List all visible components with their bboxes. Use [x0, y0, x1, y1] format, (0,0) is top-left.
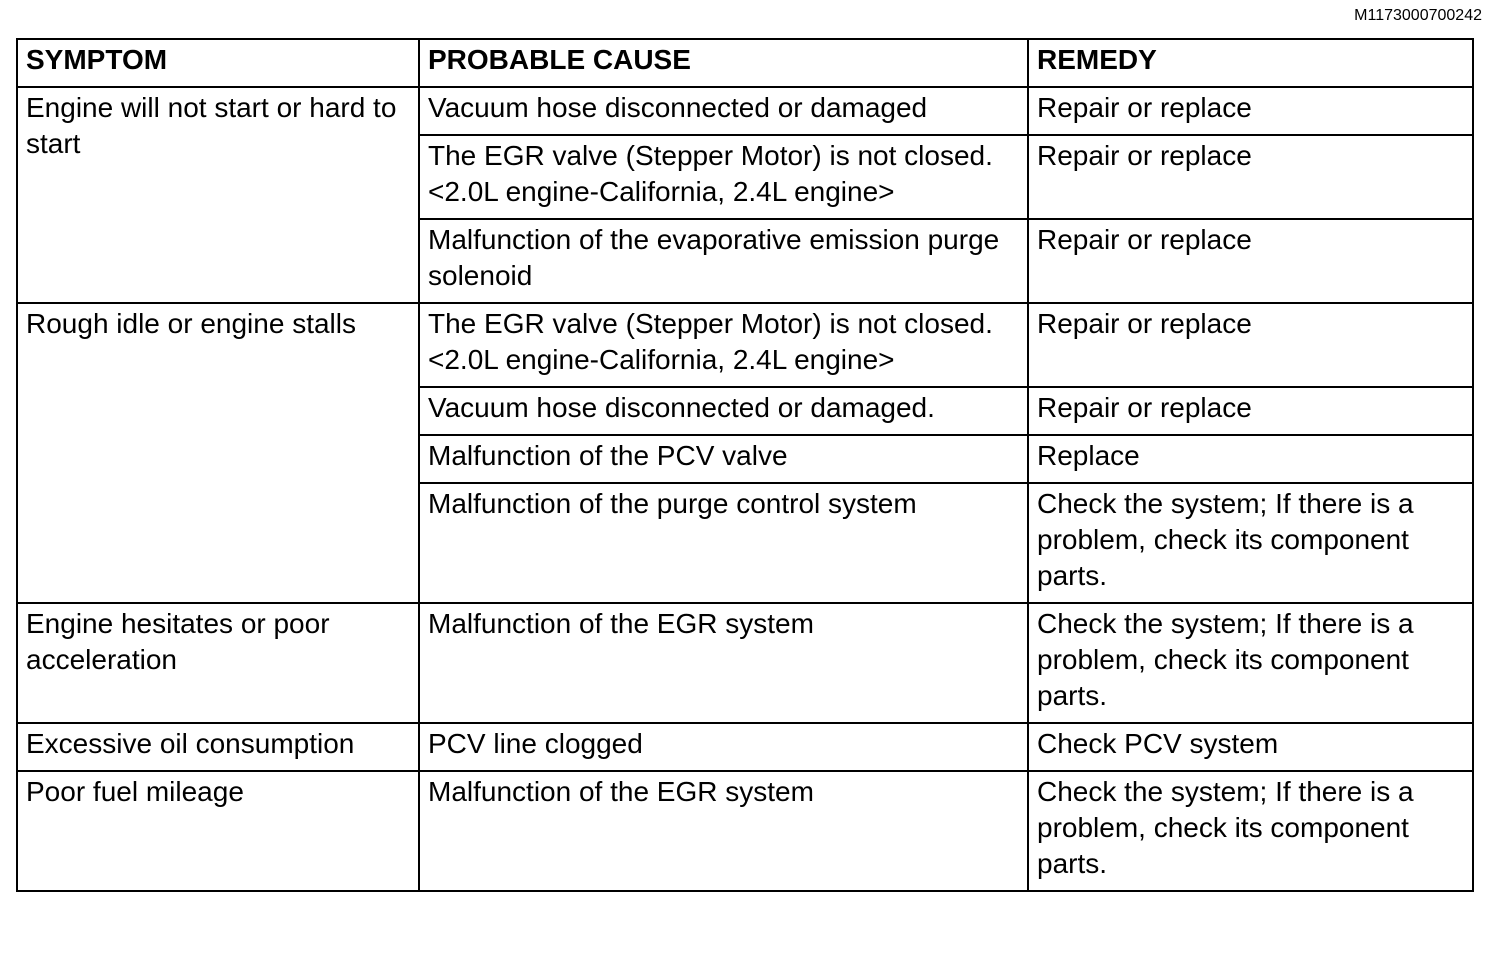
remedy-cell: Check the system; If there is a problem, check its component parts.: [1028, 603, 1473, 723]
symptom-cell: Rough idle or engine stalls: [17, 303, 419, 603]
symptom-cell: Engine hesitates or poor acceleration: [17, 603, 419, 723]
remedy-cell: Check PCV system: [1028, 723, 1473, 771]
cause-cell: The EGR valve (Stepper Motor) is not closed. <2.0L engine-California, 2.4L engine>: [419, 303, 1028, 387]
table-row: [17, 723, 1473, 771]
header-probable-cause: PROBABLE CAUSE: [419, 39, 1028, 87]
header-row: [17, 39, 1473, 87]
cause-cell: Malfunction of the evaporative emission purge solenoid: [419, 219, 1028, 303]
remedy-cell: Repair or replace: [1028, 87, 1473, 135]
table-row: [17, 87, 1473, 135]
cause-cell: Malfunction of the PCV valve: [419, 435, 1028, 483]
remedy-cell: Repair or replace: [1028, 219, 1473, 303]
troubleshooting-table: [16, 38, 1474, 892]
document-id: M1173000700242: [1354, 7, 1482, 24]
remedy-cell: Check the system; If there is a problem, check its component parts.: [1028, 771, 1473, 891]
cause-cell: PCV line clogged: [419, 723, 1028, 771]
remedy-cell: Check the system; If there is a problem, check its component parts.: [1028, 483, 1473, 603]
symptom-cell: Poor fuel mileage: [17, 771, 419, 891]
cause-cell: Vacuum hose disconnected or damaged: [419, 87, 1028, 135]
cause-cell: Malfunction of the purge control system: [419, 483, 1028, 603]
header-symptom: SYMPTOM: [17, 39, 419, 87]
symptom-cell: Engine will not start or hard to start: [17, 87, 419, 303]
symptom-cell: Excessive oil consumption: [17, 723, 419, 771]
cause-cell: Malfunction of the EGR system: [419, 771, 1028, 891]
table-row: [17, 603, 1473, 723]
cause-cell: Vacuum hose disconnected or damaged.: [419, 387, 1028, 435]
table-row: [17, 303, 1473, 387]
remedy-cell: Replace: [1028, 435, 1473, 483]
remedy-cell: Repair or replace: [1028, 135, 1473, 219]
cause-cell: The EGR valve (Stepper Motor) is not closed. <2.0L engine-California, 2.4L engine>: [419, 135, 1028, 219]
remedy-cell: Repair or replace: [1028, 387, 1473, 435]
remedy-cell: Repair or replace: [1028, 303, 1473, 387]
header-remedy: REMEDY: [1028, 39, 1473, 87]
table-row: [17, 771, 1473, 891]
cause-cell: Malfunction of the EGR system: [419, 603, 1028, 723]
